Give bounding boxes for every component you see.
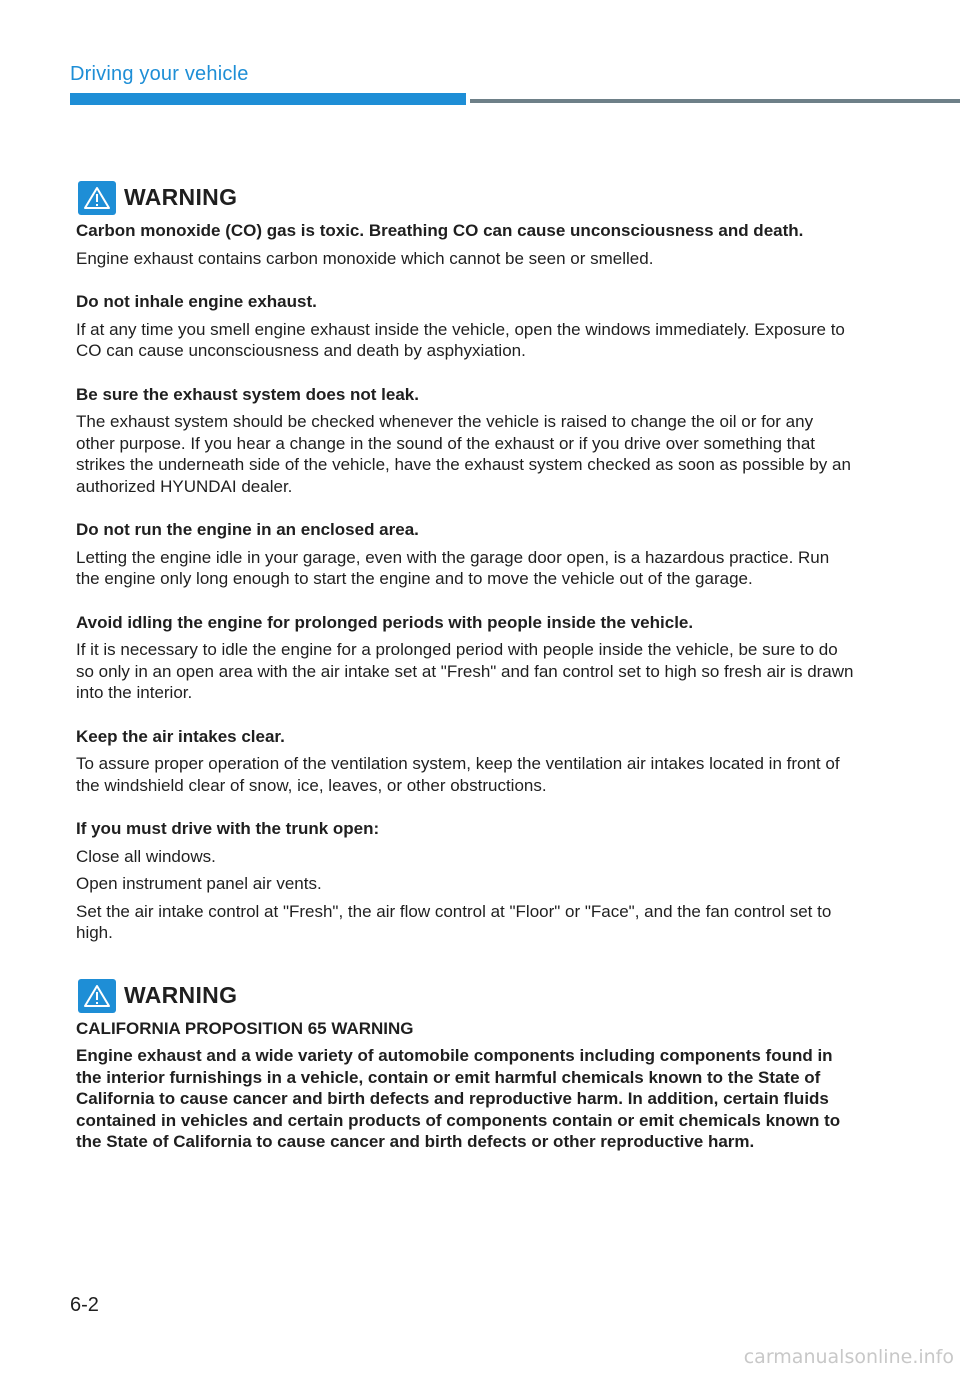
section-heading: Do not inhale engine exhaust.: [76, 292, 317, 311]
warning-title: WARNING: [124, 184, 238, 211]
watermark: carmanualsonline.info: [743, 1346, 954, 1368]
section-body: Letting the engine idle in your garage, even with the garage door open, is a hazardous practice. Run the engine only long enough to start the engine and to move the vehicle out of the garage.: [76, 547, 830, 588]
warning-subtitle: CALIFORNIA PROPOSITION 65 WARNING: [76, 1018, 414, 1038]
section-title: Driving your vehicle: [70, 63, 249, 85]
header-rule: [470, 99, 960, 103]
page-number: 6-2: [70, 1294, 99, 1316]
page-content: [76, 180, 854, 1153]
section-body: To assure proper operation of the ventilation system, keep the ventilation air intakes located in front of the windshield clear of snow, ice, leaves, or other obstructions.: [76, 754, 840, 795]
trunk-step: Set the air intake control at "Fresh", the air flow control at "Floor" or "Face", and the fan control set to high.: [76, 901, 832, 942]
section-heading: Do not run the engine in an enclosed area.: [76, 520, 419, 539]
warning-triangle-icon: [78, 181, 116, 215]
warning-heading: [76, 978, 854, 1014]
warning-title: WARNING: [124, 981, 238, 1008]
warning-body: Engine exhaust and a wide variety of automobile components including components found in the interior furnishings in a vehicle, contain or emit harmful chemicals known to the State of California to cause cancer and birth defects and reproductive harm. In addition, certain fluids contained in vehicles and certain products of components contain or emit chemicals known to the State of California to cause cancer and birth defects or other reproductive harm.: [76, 1046, 841, 1151]
section-heading: Avoid idling the engine for prolonged periods with people inside the vehicle.: [76, 612, 694, 632]
trunk-step: Close all windows.: [76, 846, 216, 866]
section-heading: Be sure the exhaust system does not leak.: [76, 384, 419, 404]
warning-triangle-icon: [78, 979, 116, 1013]
section-heading: Keep the air intakes clear.: [76, 726, 285, 746]
warning-intro: Engine exhaust contains carbon monoxide which cannot be seen or smelled.: [76, 248, 654, 268]
section-body: If at any time you smell engine exhaust inside the vehicle, open the windows immediately. Exposure to CO can cause unconsciousness and death by asphyxiation.: [76, 319, 845, 360]
warning-heading: [76, 180, 854, 216]
header-accent-bar: [70, 93, 466, 105]
section-body: If it is necessary to idle the engine for a prolonged period with people inside the vehicle, be sure to do so only in an open area with the air intake set at "Fresh" and fan control set to high so fresh air is drawn into the interior.: [76, 640, 854, 702]
warning-lead: Carbon monoxide (CO) gas is toxic. Breathing CO can cause unconsciousness and death.: [76, 221, 804, 240]
trunk-heading: If you must drive with the trunk open:: [76, 819, 380, 838]
section-body: The exhaust system should be checked whenever the vehicle is raised to change the oil or for any other purpose. If you hear a change in the sound of the exhaust or if you drive over something that strikes the underneath side of the vehicle, have the exhaust system checked as soon as possible by an authorized HYUNDAI dealer.: [76, 412, 851, 496]
trunk-step: Open instrument panel air vents.: [76, 874, 322, 893]
